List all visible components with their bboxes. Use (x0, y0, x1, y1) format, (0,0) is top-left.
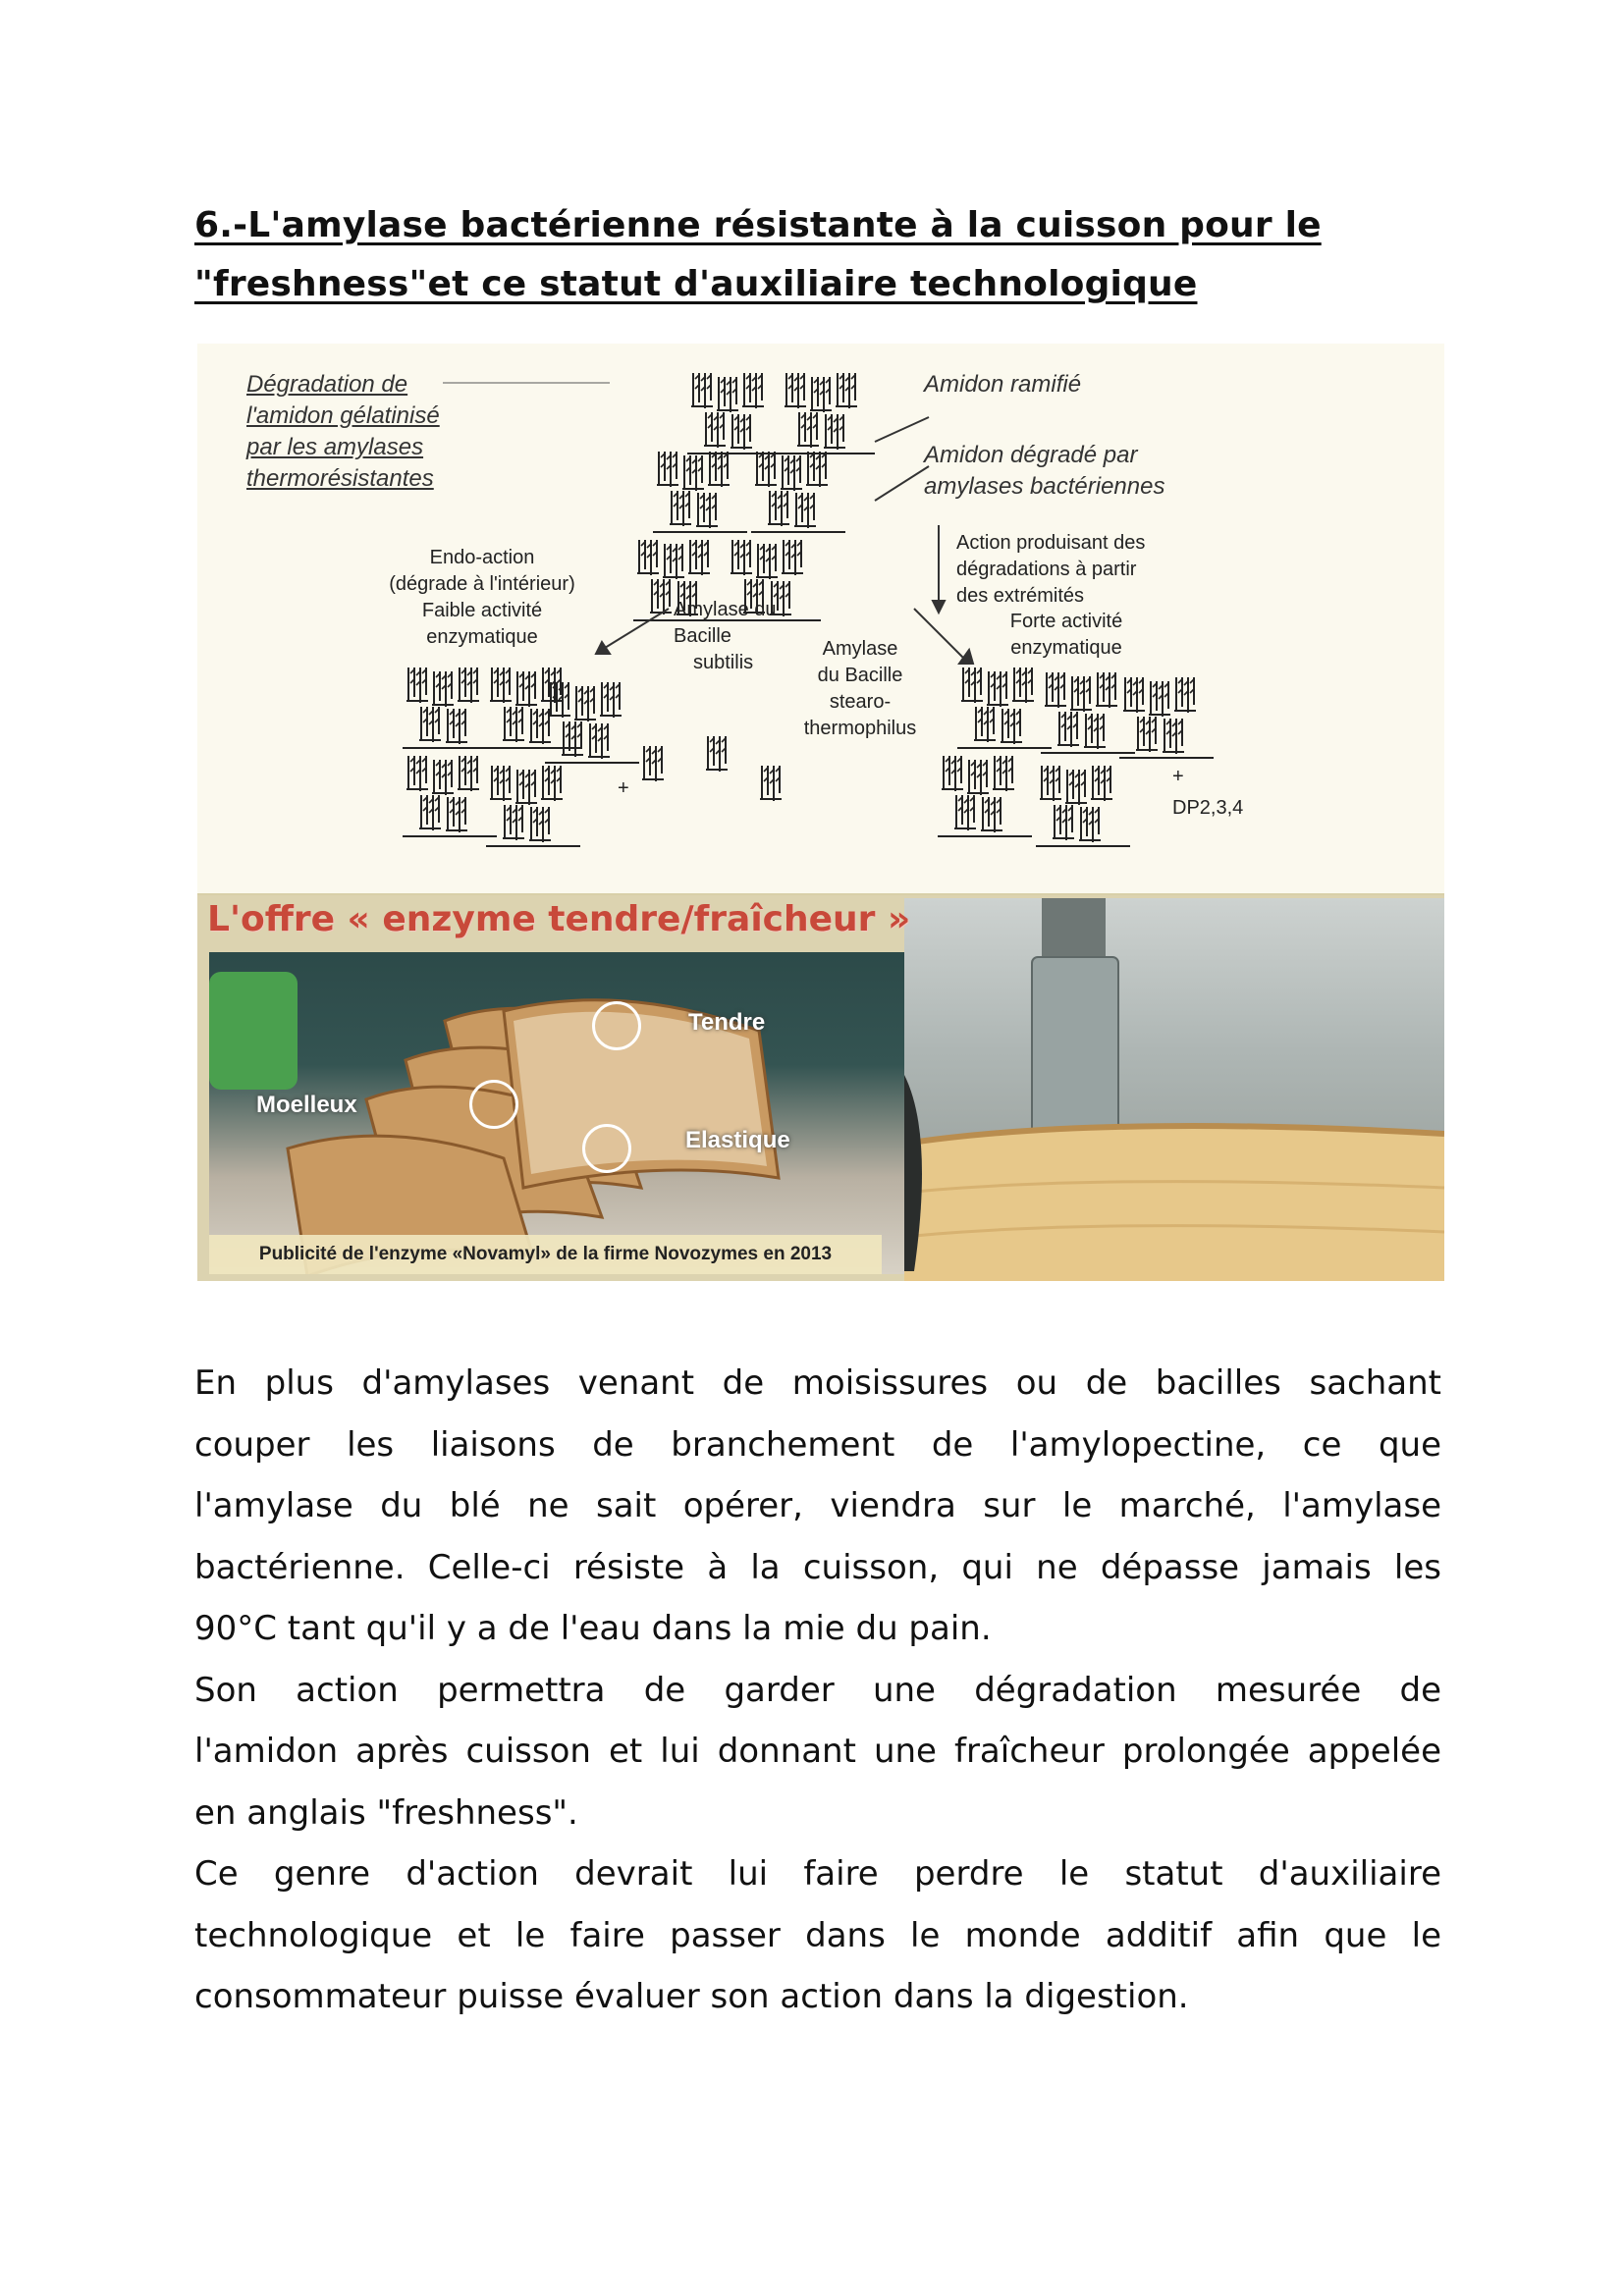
label-forte-activite (998, 609, 1135, 662)
probe-shape (1032, 957, 1118, 1153)
label-endo-action-line-2: (dégrade à l'intérieur) (389, 573, 575, 595)
plus-sign-right: + (1172, 766, 1184, 787)
label-amylase-stearo-line-2: du Bacille (817, 665, 903, 686)
green-container-shape (209, 972, 298, 1090)
section-heading (194, 196, 1451, 314)
label-action-extremites (956, 530, 1145, 610)
label-tendre: Tendre (688, 1009, 766, 1036)
label-amylase-subtilis-line-1: Amylase du (674, 599, 777, 620)
body-line-11: consommateur puisse évaluer son action dans la digestion. (194, 1977, 1189, 2016)
body-line-6: Son action permettra de garder une dégradation mesurée de (194, 1670, 1441, 1710)
figure (197, 344, 1444, 1281)
label-endo-action-line-4: enzymatique (426, 626, 538, 648)
diagram-title (246, 369, 502, 495)
branched-starch-cluster (633, 373, 875, 620)
label-dp: DP2,3,4 (1172, 797, 1244, 819)
label-action-extremites-line-2: dégradations à partir (956, 559, 1137, 580)
label-amidon-ramifie: Amidon ramifié (924, 371, 1082, 398)
label-endo-action (359, 545, 605, 651)
section-heading-line-1: 6.-L'amylase bactérienne résistante à la cuisson pour le (194, 205, 1322, 245)
label-amylase-stearo-line-4: thermophilus (803, 718, 917, 739)
body-paragraphs (194, 1353, 1441, 2028)
bread-stack-shape (904, 1126, 1444, 1281)
body-line-4: bactérienne. Celle-ci résiste à la cuisson, qui ne dépasse jamais les (194, 1547, 1441, 1587)
label-forte-activite-line-1: Forte activité (1009, 611, 1123, 632)
offer-title: L'offre « enzyme tendre/fraîcheur » (207, 899, 911, 939)
body-line-10: technologique et le faire passer dans le monde additif afin que le (194, 1915, 1441, 1955)
label-moelleux: Moelleux (256, 1092, 357, 1118)
label-amylase-subtilis-line-2: Bacille (674, 625, 731, 647)
body-line-1: En plus d'amylases venant de moisissures ou de bacilles sachant (194, 1363, 1441, 1403)
body-line-8: en anglais "freshness". (194, 1792, 578, 1833)
elastique-icon (582, 1124, 631, 1173)
endo-action-fragments (403, 667, 782, 846)
label-amidon-degrade (924, 440, 1164, 503)
label-endo-action-line-3: Faible activité (421, 600, 543, 621)
tendre-icon (592, 1001, 641, 1050)
figure-caption: Publicité de l'enzyme «Novamyl» de la firme Novozymes en 2013 (209, 1235, 882, 1274)
label-action-extremites-line-1: Action produisant des (956, 532, 1146, 554)
body-line-5: 90°C tant qu'il y a de l'eau dans la mie du pain. (194, 1609, 992, 1648)
label-amylase-stearo (786, 636, 934, 742)
label-amidon-degrade-line-1: Amidon dégradé par (924, 442, 1138, 468)
body-line-7: l'amidon après cuisson et lui donnant une fraîcheur prolongée appelée (194, 1732, 1441, 1771)
diagram-title-line-2: l'amidon gélatinisé (246, 402, 440, 429)
moelleux-icon (469, 1080, 518, 1129)
label-amylase-subtilis-line-3: subtilis (693, 652, 754, 673)
body-line-9: Ce genre d'action devrait lui faire perdre le statut d'auxiliaire (194, 1854, 1441, 1894)
texture-analyzer-photo (904, 898, 1444, 1281)
starch-degradation-diagram (197, 344, 1444, 895)
body-line-2: couper les liaisons de branchement de l'amylopectine, ce que (194, 1424, 1441, 1465)
diagram-title-line-3: par les amylases (246, 434, 424, 460)
diagram-title-line-1: Dégradation de (246, 371, 408, 398)
diagram-title-line-4: thermorésistantes (246, 465, 434, 492)
label-elastique: Elastique (685, 1127, 790, 1153)
label-amidon-degrade-line-2: amylases bactériennes (924, 473, 1165, 500)
label-action-extremites-line-3: des extrémités (956, 585, 1085, 607)
body-line-3: l'amylase du blé ne sait opérer, viendra sur le marché, l'amylase (194, 1486, 1441, 1525)
label-amylase-stearo-line-3: stearo- (829, 691, 892, 713)
plus-sign-left: + (618, 777, 629, 799)
label-amylase-subtilis (674, 597, 777, 676)
label-forte-activite-line-2: enzymatique (1010, 637, 1122, 659)
label-amylase-stearo-line-1: Amylase (822, 638, 898, 660)
label-endo-action-line-1: Endo-action (429, 547, 535, 568)
section-heading-line-2: "freshness"et ce statut d'auxiliaire technologique (194, 264, 1198, 304)
texture-analyzer-drawing (904, 898, 1444, 1281)
